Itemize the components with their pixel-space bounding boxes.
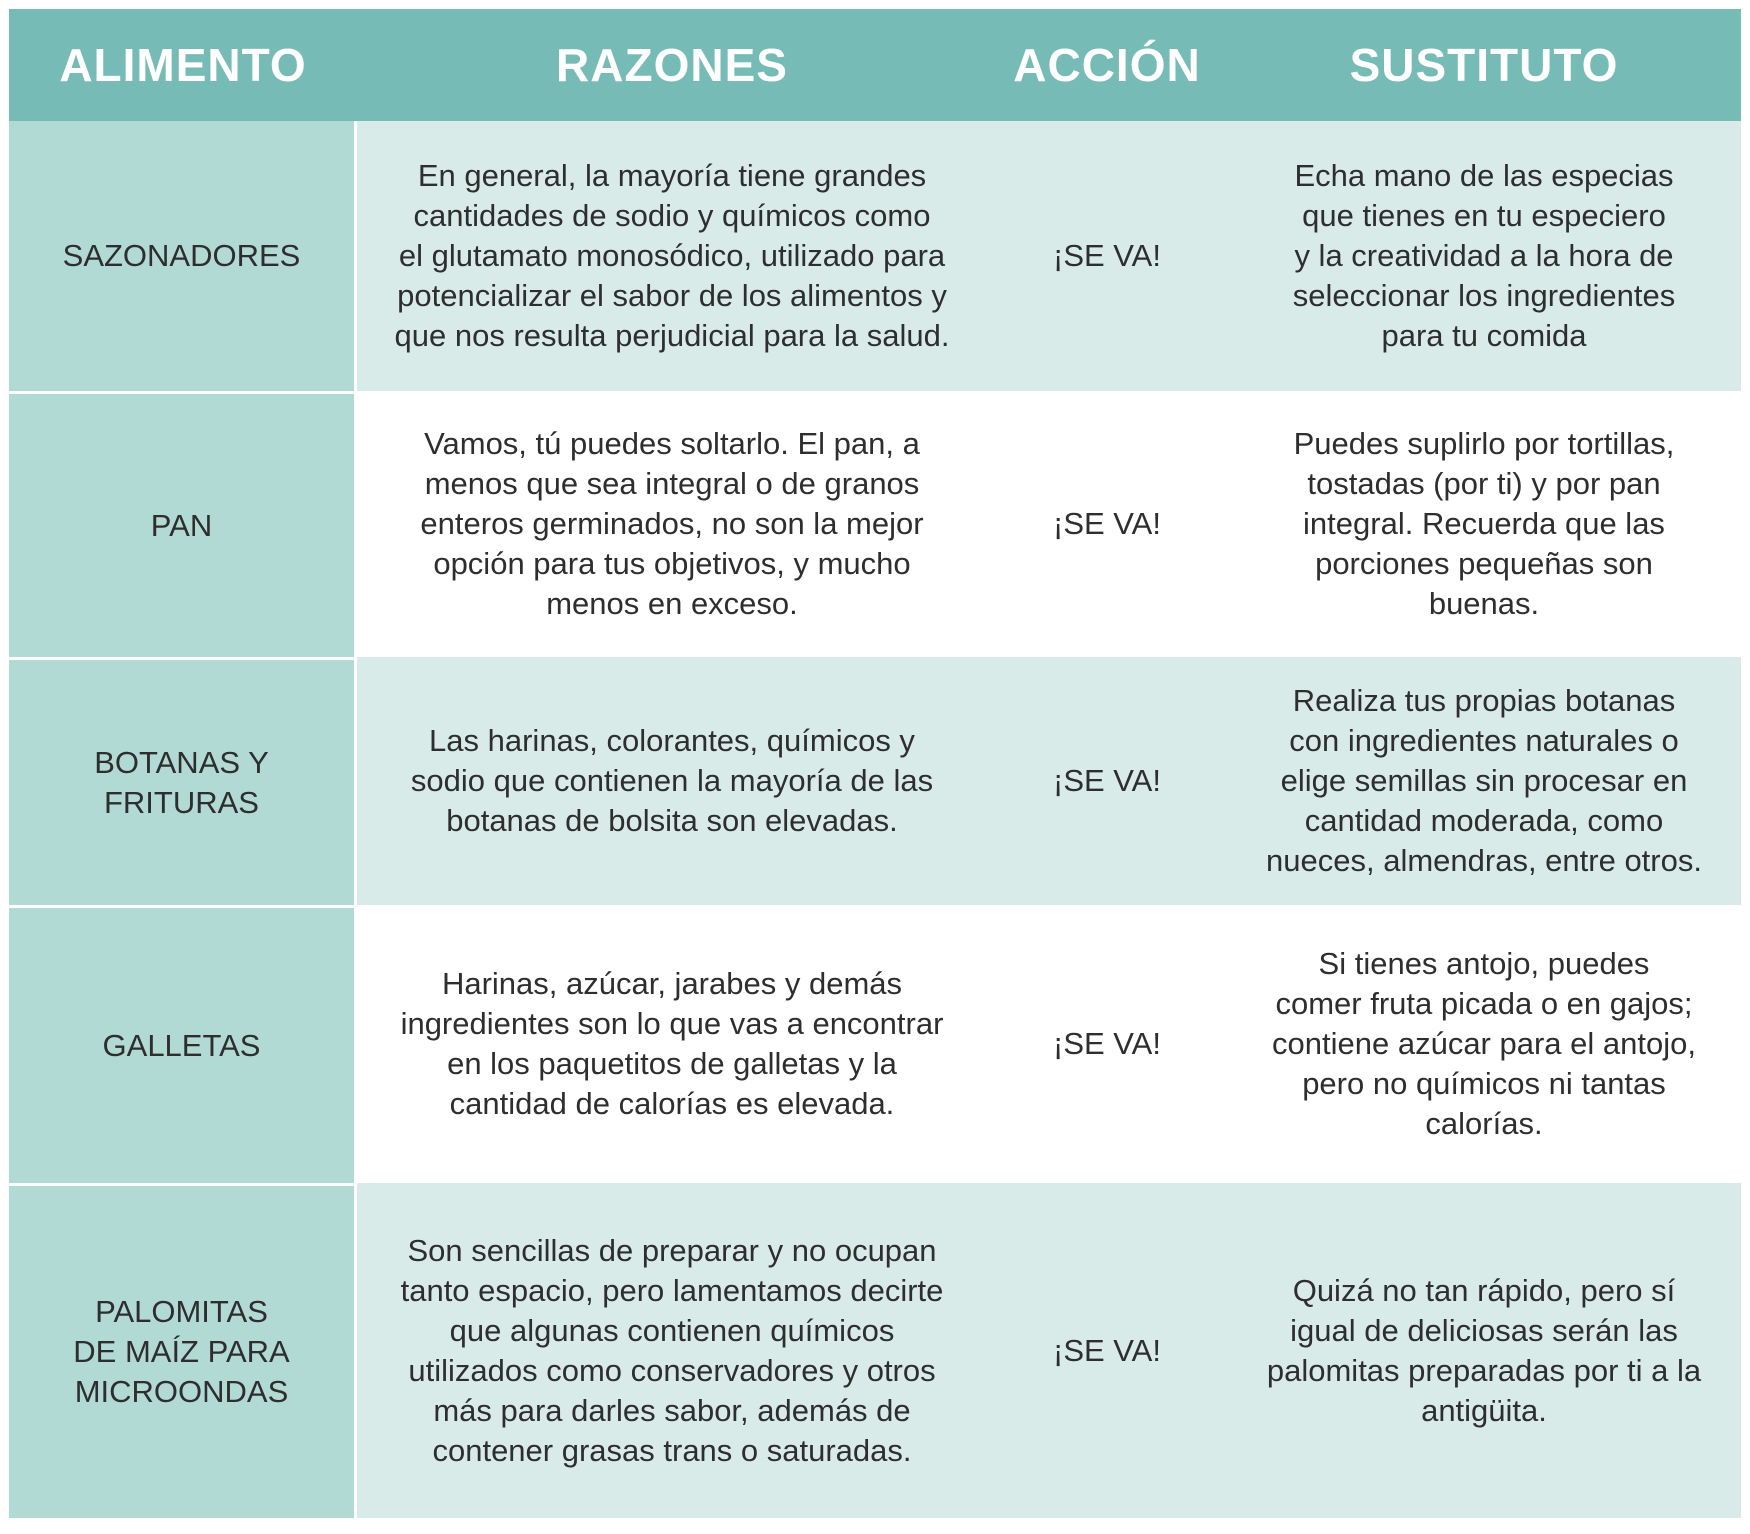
action-cell: ¡SE VA! — [987, 905, 1227, 1183]
action-cell: ¡SE VA! — [987, 391, 1227, 657]
reasons-cell: Las harinas, colorantes, químicos y sodio que contienen la mayoría de las botanas de bolsita son elevadas. — [357, 657, 987, 905]
action-cell: ¡SE VA! — [987, 657, 1227, 905]
reasons-cell: En general, la mayoría tiene grandes cantidades de sodio y químicos como el glutamato monosódico, utilizado para potencializar el sabor de los alimentos y que nos resulta perjudicial para la salud. — [357, 121, 987, 391]
food-cell: PALOMITAS DE MAÍZ PARA MICROONDAS — [9, 1183, 357, 1518]
reasons-cell: Harinas, azúcar, jarabes y demás ingredientes son lo que vas a encontrar en los paquetitos de galletas y la cantidad de calorías es elevada. — [357, 905, 987, 1183]
substitute-cell: Puedes suplirlo por tortillas, tostadas (por ti) y por pan integral. Recuerda que las porciones pequeñas son buenas. — [1227, 391, 1741, 657]
food-cell: PAN — [9, 391, 357, 657]
action-cell: ¡SE VA! — [987, 121, 1227, 391]
substitute-cell: Si tienes antojo, puedes comer fruta picada o en gajos; contiene azúcar para el antojo, pero no químicos ni tantas calorías. — [1227, 905, 1741, 1183]
header-substitute: SUSTITUTO — [1227, 9, 1741, 121]
substitute-cell: Echa mano de las especias que tienes en tu especiero y la creatividad a la hora de seleccionar los ingredientes para tu comida — [1227, 121, 1741, 391]
food-substitution-table — [9, 9, 1741, 1518]
substitute-cell: Realiza tus propias botanas con ingredientes naturales o elige semillas sin procesar en cantidad moderada, como nueces, almendras, entre otros. — [1227, 657, 1741, 905]
food-cell: SAZONADORES — [9, 121, 357, 391]
action-cell: ¡SE VA! — [987, 1183, 1227, 1518]
header-action: ACCIÓN — [987, 9, 1227, 121]
reasons-cell: Son sencillas de preparar y no ocupan tanto espacio, pero lamentamos decirte que algunas contienen químicos utilizados como conservadores y otros más para darles sabor, además de contener grasas trans o saturadas. — [357, 1183, 987, 1518]
header-food: ALIMENTO — [9, 9, 357, 121]
food-cell: BOTANAS Y FRITURAS — [9, 657, 357, 905]
header-reasons: RAZONES — [357, 9, 987, 121]
food-cell: GALLETAS — [9, 905, 357, 1183]
substitute-cell: Quizá no tan rápido, pero sí igual de deliciosas serán las palomitas preparadas por ti a la antigüita. — [1227, 1183, 1741, 1518]
reasons-cell: Vamos, tú puedes soltarlo. El pan, a menos que sea integral o de granos enteros germinados, no son la mejor opción para tus objetivos, y mucho menos en exceso. — [357, 391, 987, 657]
